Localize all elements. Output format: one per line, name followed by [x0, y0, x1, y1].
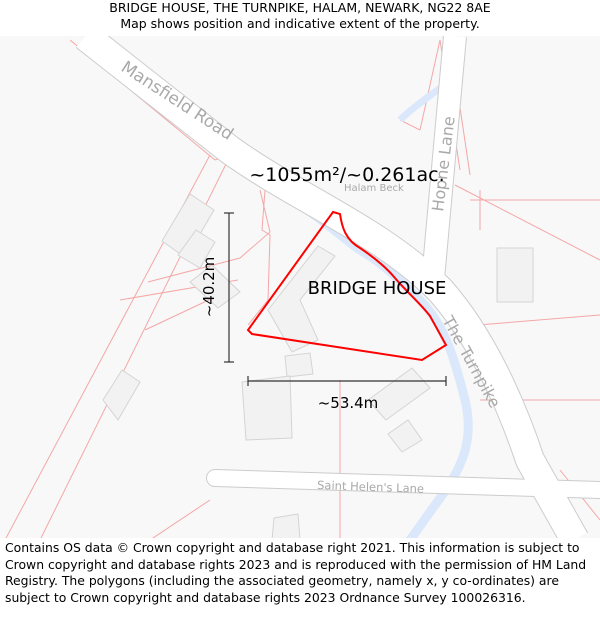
map-subtitle: Map shows position and indicative extent of the property. — [120, 16, 480, 31]
label-hopne-lane: Hopne Lane — [428, 115, 459, 213]
map-canvas[interactable] — [0, 36, 600, 538]
copyright-attribution: Contains OS data © Crown copyright and database right 2021. This information is subject to Crown copyright and database rights 2023 and is reproduced with the permission of HM Land Registry. The polygons (including the associated geometry, namely x, y co-ordinates) are subject to Crown copyright and database rights 2023 Ordnance Survey 100026316. — [5, 540, 587, 605]
dimension-lines — [224, 213, 446, 386]
horizontal-dimension-label: ~53.4m — [317, 394, 379, 412]
label-mansfield-road: Mansfield Road — [117, 57, 237, 145]
map-header — [0, 0, 600, 36]
area-label: ~1055m²/~0.261ac. — [249, 164, 445, 186]
property-name-label: BRIDGE HOUSE — [307, 278, 447, 299]
property-address: BRIDGE HOUSE, THE TURNPIKE, HALAM, NEWARK, NG22 8AE — [109, 0, 491, 15]
label-saint-helens-lane: Saint Helen's Lane — [316, 478, 425, 496]
label-halam-beck: Halam Beck — [344, 183, 404, 194]
vertical-dimension-label: ~40.2m — [200, 256, 218, 318]
label-the-turnpike: The Turnpike — [438, 312, 505, 412]
